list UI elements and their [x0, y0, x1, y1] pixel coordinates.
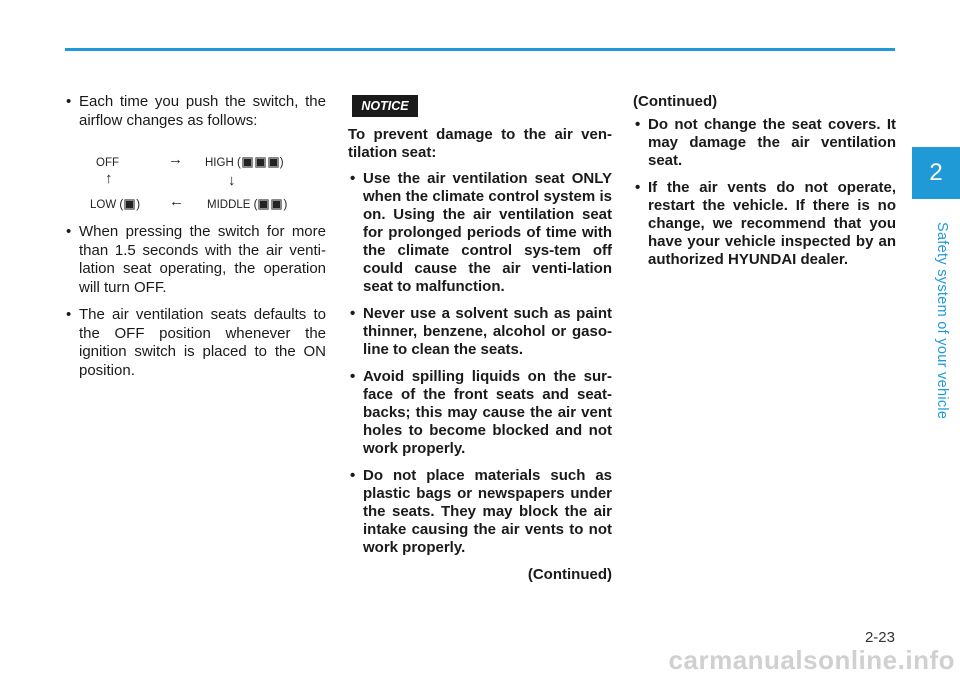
list-item: • The air ventilation seats defaults to the OFF position whenever the ignition switch is placed to the ON position. [64, 306, 326, 380]
arrow-up-icon: ↑ [105, 170, 113, 187]
arrow-down-icon: ↓ [228, 172, 236, 189]
header-rule [65, 48, 895, 51]
airflow-diagram [79, 136, 326, 214]
chapter-number: 2 [929, 159, 943, 186]
watermark: carmanualsonline.info [668, 645, 955, 675]
seat-fan-icon [268, 157, 279, 168]
list-item: • Use the air ventilation seat ONLY when the climate control system is on. Using the air ventilation seat for prolonged periods of time with the climate control sys-tem off could cause the air venti-lation seat to malfunction. [348, 170, 612, 296]
chapter-title: Safety system of your vehicle [934, 222, 950, 420]
continued-label: (Continued) [527, 566, 612, 583]
seat-fan-icon [271, 199, 282, 210]
seat-fan-icon [258, 199, 269, 210]
chapter-tab[interactable] [912, 147, 960, 199]
list-item: • Never use a solvent such as paint thinner, benzene, alcohol or gaso-line to clean the seats. [348, 305, 612, 359]
seat-fan-icon [255, 157, 266, 168]
notice-column [348, 126, 612, 584]
diagram-middle: MIDDLE ( ) [207, 199, 288, 211]
list-item: • Do not change the seat covers. It may damage the air ventilation seat. [633, 116, 896, 170]
seat-fan-icon [242, 157, 253, 168]
continued-heading: (Continued) [633, 93, 718, 110]
list-item: • When pressing the switch for more than 1.5 seconds with the air venti-lation seat operating, the operation will turn OFF. [64, 223, 326, 297]
list-item: • If the air vents do not operate, restart the vehicle. If there is no change, we recommend that you have your vehicle inspected by an authorized HYUNDAI dealer. [633, 179, 896, 269]
list-item: • Do not place materials such as plastic bags or newspapers under the seats. They may block the air intake causing the air vents to not work properly. [348, 467, 612, 557]
left-column [64, 93, 326, 389]
airflow-bullet-text: Each time you push the switch, the airflow changes as follows: [79, 93, 326, 129]
diagram-off: OFF [96, 157, 119, 169]
diagram-high: HIGH ( ) [205, 157, 284, 169]
arrow-right-icon: → [168, 151, 183, 168]
notice-badge: NOTICE [352, 95, 418, 117]
list-item: • Avoid spilling liquids on the sur-face of the front seats and seat-backs; this may cause the air vent holes to become blocked and not work properly. [348, 368, 612, 458]
arrow-left-icon: ← [169, 193, 184, 210]
diagram-low: LOW ( ) [90, 199, 141, 211]
notice-intro: To prevent damage to the air ven-tilation seat: [348, 126, 612, 161]
right-column [633, 93, 896, 278]
seat-fan-icon [124, 199, 135, 210]
list-item [64, 93, 326, 214]
page-number: 2-23 [864, 629, 895, 646]
